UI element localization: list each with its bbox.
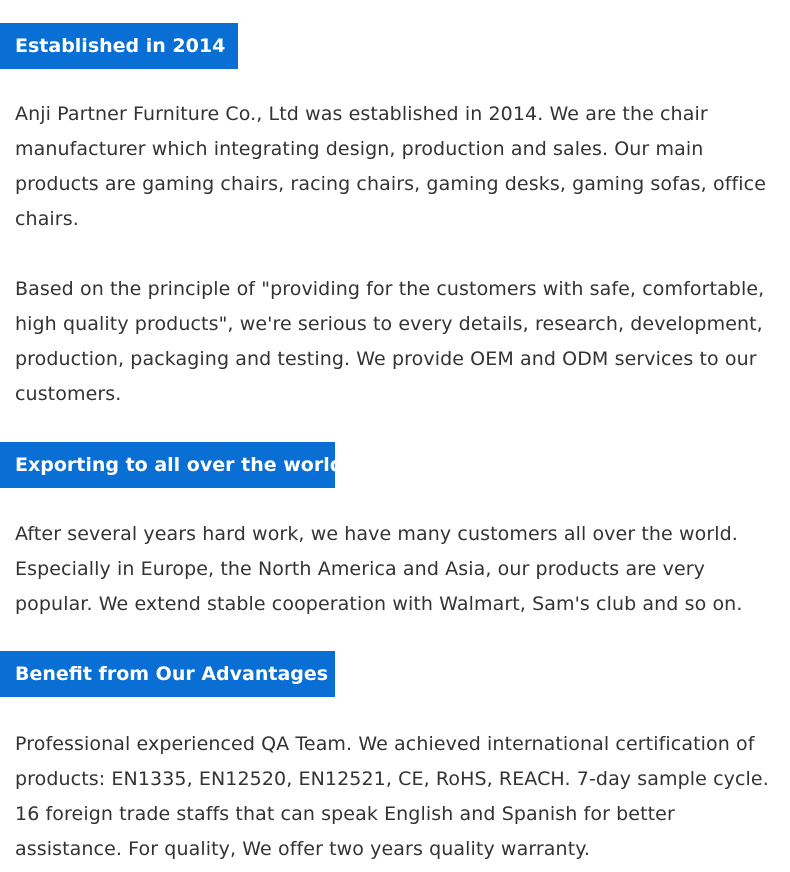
section-heading-exporting: Exporting to all over the world <box>0 442 335 488</box>
paragraph-advantages: Professional experienced QA Team. We achieved international certification of products: EN1335, EN12520, EN12521, CE, RoHS, REACH. 7-day sample cycle. 16 foreign trade staffs that can speak English and Spanish for better assistance. For quality, We offer two years quality warranty. <box>15 733 769 860</box>
paragraph-exporting: After several years hard work, we have many customers all over the world. Especially in Europe, the North America and Asia, our products are very popular. We extend stable cooperation with Walmart, Sam's club and so on. <box>15 523 743 615</box>
section-heading-advantages: Benefit from Our Advantages <box>0 651 335 697</box>
section-heading-established: Established in 2014 <box>0 23 238 69</box>
paragraph-principle: Based on the principle of "providing for the customers with safe, comfortable, high quality products", we're serious to every details, research, development, production, packaging and testing. We provide OEM and ODM services to our customers. <box>15 278 765 405</box>
paragraph-company-intro: Anji Partner Furniture Co., Ltd was established in 2014. We are the chair manufacturer which integrating design, production and sales. Our main products are gaming chairs, racing chairs, gaming desks, gaming sofas, office chairs. <box>15 103 766 230</box>
